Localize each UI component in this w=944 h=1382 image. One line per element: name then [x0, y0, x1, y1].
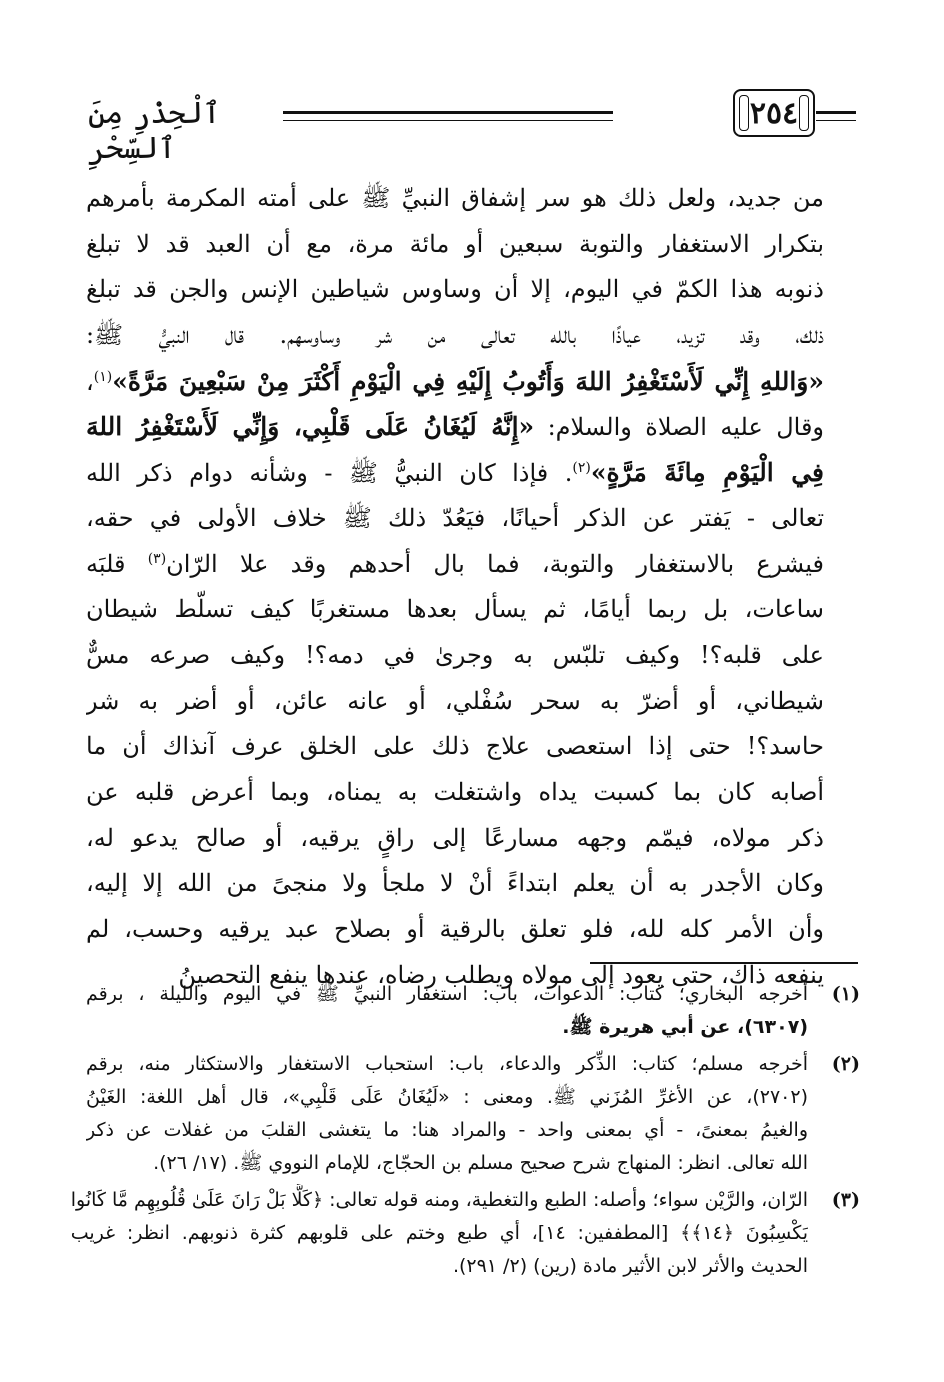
footnote-text — [86, 978, 808, 1044]
hadith-quote: «وَاللهِ إِنِّي لَأَسْتَغْفِرُ اللهَ وَأَتُوبُ إِلَيْهِ فِي الْيَوْمِ أَكْثَرَ مِنْ سَبْعِينَ مَرَّةً» — [112, 366, 824, 396]
text-line: وكان الأجدر به أن يعلم ابتداءً أنْ لا ملجأ ولا منجىً من الله إلا إليه، — [86, 869, 824, 898]
footnote-line: أخرجه البخاري؛ كتاب: الدعوات، باب: استغفار النبيِّ ﷺ في اليوم والليلة ، برقم — [86, 983, 808, 1005]
text-line — [86, 450, 824, 496]
footnote-line: الرّان، والرَّيْن سواء؛ وأصله: الطبع والتغطية، ومنه قوله تعالى: ﴿كَلَّا بَلْ رَانَ عَلَىٰ قُلُوبِهِم مَّا كَانُوا — [70, 1189, 808, 1211]
text-fragment: قلبَه — [86, 549, 148, 578]
text-line: تعالى - يَفتر عن الذكر أحيانًا، فيَعُدّ ذلك ﷺ خلاف الأولى في حقه، — [86, 503, 824, 532]
text-line: ذكر مولاه، فيمّم وجهه مسارعًا إلى راقٍ يرقيه، أو صالح يدعو له، — [86, 823, 824, 852]
text-line: وأن الأمر كله لله، فلو تعلق بالرقية أو بصلاح عبد يرقيه وحسب، لم — [86, 915, 824, 943]
main-text — [86, 176, 824, 998]
text-fragment: . فإذا كان النبيُّ ﷺ - وشأنه دوام ذكر الله — [86, 459, 573, 488]
text-line: ينفعه ذاك، حتى يعود إلى مولاه ويطلب رضاه، عندها ينفع التحصينُ — [178, 960, 824, 989]
text-line — [86, 359, 824, 405]
header-rule-right — [816, 111, 856, 121]
footnote-number: (٣) — [831, 1189, 860, 1211]
footnote-ref: (١) — [93, 368, 113, 385]
hadith-quote: «إِنَّهُ لَيُغَانُ عَلَى قَلْبِي، وَإِنِّي لَأَسْتَغْفِرُ اللهَ — [86, 412, 535, 442]
text-fragment: ، — [86, 367, 94, 396]
footnote-line: (٢٧٠٢)، عن الأغرِّ المُزَني ﷺ. ومعنى : «لَيُغَانُ عَلَى قَلْبِي»، قال أهل اللغة: الغَيْنُ — [86, 1086, 808, 1108]
page-number: ٢٥٤ — [733, 89, 815, 137]
text-fragment: فيشرع بالاستغفار والتوبة، فما بال أحدهم وقد علا الرّان — [166, 549, 824, 578]
footnote — [86, 1048, 860, 1180]
hadith-quote: فِي الْيَوْمِ مِائَةَ مَرَّةٍ» — [590, 458, 824, 488]
footnote-number: (١) — [831, 983, 860, 1005]
footnote-text — [86, 1048, 808, 1180]
footnote-number: (٢) — [831, 1053, 860, 1075]
footnote-line: يَكْسِبُونَ ﴿١٤﴾﴾ [المطففين: ١٤]، أي طبع وختم على قلوبهم كثرة ذنوبهم. انظر: غريب — [70, 1222, 808, 1244]
footnotes — [70, 978, 860, 1287]
footnote-line: الحديث والأثر لابن الأثير مادة (رين) (٢/ ٢٩١). — [452, 1255, 808, 1277]
header-rule-left — [283, 111, 613, 121]
footnote-ref: (٣) — [147, 550, 167, 567]
text-line — [86, 404, 824, 450]
text-line: بتكرار الاستغفار والتوبة سبعين أو مائة مرة، مع أن العبد قد لا تبلغ — [86, 229, 824, 258]
footnote-line: (٦٣٠٧)، عن أبي هريرة ﷺ. — [562, 1016, 808, 1038]
footnote-line: والغيمُ بمعنىً، - أي بمعنى واحد - والمراد هنا: ما يتغشى القلبَ من غفلات عن ذكر — [86, 1119, 808, 1141]
text-line — [86, 542, 824, 588]
text-fragment: وقال عليه الصلاة والسلام: — [534, 413, 824, 442]
footnote-ref: (٢) — [572, 460, 591, 477]
text-line: ذنوبه هذا الكمّ في اليوم، إلا أن وساوس شياطين الإنس والجن قد تبلغ — [86, 275, 824, 304]
text-line: شيطاني، أو أضرّ به سحر سُفْلي، أو عانه عائن، أو أضر به شر — [86, 686, 824, 715]
text-line: حاسد؟! حتى إذا استعصى علاج ذلك على الخلق عرف آنذاك أن ما — [86, 732, 824, 761]
footnote-line: الله تعالى. انظر: المنهاج شرح صحيح مسلم بن الحجّاج، للإمام النووي ﷺ. (١٧/ ٢٦). — [153, 1152, 808, 1174]
text-line: أصابه كان بما كسبت يداه واشتغلت به يمناه، وبما أعرض قلبه عن — [86, 777, 824, 806]
text-line: من جديد، ولعل ذلك هو سر إشفاق النبيِّ ﷺ على أمته المكرمة بأمرهم — [86, 184, 824, 212]
footnote — [70, 1184, 860, 1283]
text-line: ذلك، وقد تزيد، عياذًا بالله تعالى من شر وساوسهم. قال النبيُّ ﷺ: — [86, 321, 824, 350]
text-line: على قلبه؟! وكيف تلبّس به وجرىٰ في دمه؟! وكيف صرعه مسٌّ — [86, 640, 824, 669]
footnote — [86, 978, 860, 1044]
footnote-text — [71, 1184, 808, 1283]
footnote-separator — [590, 962, 858, 964]
running-title: ٱلْحِذْرِ مِنَ ٱلسِّحْرِ — [88, 96, 221, 166]
page-header — [88, 84, 856, 166]
footnote-line: أخرجه مسلم؛ كتاب: الذِّكر والدعاء، باب: استحباب الاستغفار والاستكثار منه، برقم — [86, 1053, 808, 1075]
text-line: ساعات، بل ربما أيامًا، ثم يسأل بعدها مستغربًا كيف تسلّط شيطان — [86, 595, 824, 624]
